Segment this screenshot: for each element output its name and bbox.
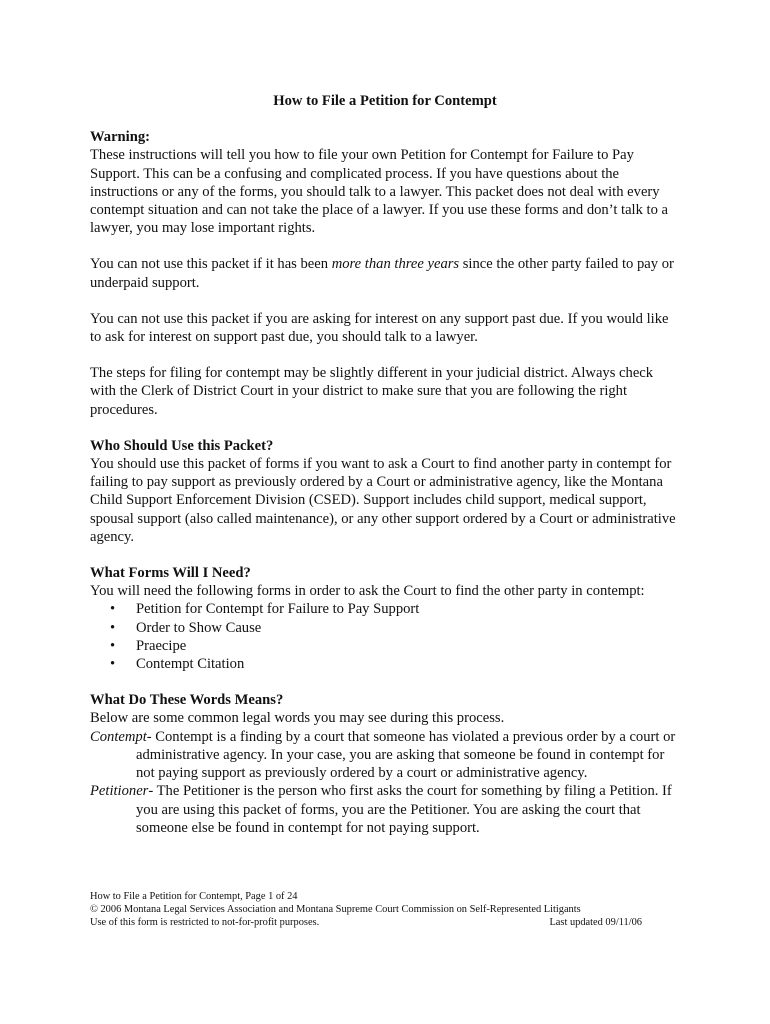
words-heading: What Do These Words Means? — [90, 692, 284, 709]
footer-usage: Use of this form is restricted to not-for-profit purposes. — [90, 917, 320, 928]
list-item-label: Order to Show Cause — [136, 619, 262, 636]
definition-text: - Contempt is a finding by a court that someone has violated a previous order by a court or administrative agency. In your case, you are asking that someone be found in contempt for not paying support as previously ordered by a court or administrative agency. — [136, 728, 676, 782]
interest-paragraph: You can not use this packet if you are asking for interest on any support past due. If you would like to ask for interest on support past due, you should talk to a lawyer. — [90, 310, 669, 346]
definition-text: - The Petitioner is the person who first asks the court for something by filing a Petition. If you are using this packet of forms, you are the Petitioner. You are asking the court that someone else be found in contempt for not paying support. — [136, 783, 672, 836]
bullet-icon: • — [110, 619, 116, 636]
bullet-icon: • — [110, 656, 116, 673]
bullet-icon: • — [110, 601, 116, 618]
three-years-before: You can not use this packet if it has been — [90, 256, 332, 273]
forms-heading: What Forms Will I Need? — [90, 565, 251, 582]
list-item — [110, 619, 680, 637]
forms-list — [90, 600, 680, 673]
list-item-label: Petition for Contempt for Failure to Pay Support — [136, 601, 420, 618]
steps-paragraph: The steps for filing for contempt may be slightly different in your judicial district. Always check with the Clerk of District Court in your district to make sure that you are following the right procedures. — [90, 365, 654, 418]
definition-contempt — [90, 728, 680, 783]
document-body — [90, 92, 680, 837]
list-item — [110, 637, 680, 655]
list-item-label: Contempt Citation — [136, 656, 245, 673]
words-intro: Below are some common legal words you may see during this process. — [90, 710, 505, 727]
bullet-icon: • — [110, 637, 116, 654]
warning-heading: Warning: — [90, 129, 151, 146]
definition-term: Petitioner — [90, 783, 149, 800]
page-footer — [90, 890, 642, 929]
definition-term: Contempt — [90, 728, 147, 745]
who-text: You should use this packet of forms if you want to ask a Court to find another party in contempt for failing to pay support as previously ordered by a Court or administrative agency, like the Montana Child Support Enforcement Division (CSED). Support includes child support, medical support, spousal support (also called maintenance), or any other support ordered by a Court or administrative agency. — [90, 456, 676, 545]
warning-text: These instructions will tell you how to file your own Petition for Contempt for Failure to Pay Support. This can be a confusing and complicated process. If you have questions about the instructions or any of the forms, you should talk to a lawyer. This packet does not deal with every contempt situation and can not take the place of a lawyer. If you use these forms and don’t talk to a lawyer, you may lose important rights. — [90, 147, 669, 237]
list-item-label: Praecipe — [136, 637, 187, 654]
three-years-emphasis: more than three years — [331, 256, 460, 273]
footer-usage-row — [90, 916, 642, 929]
list-item — [110, 600, 680, 618]
forms-intro: You will need the following forms in order to ask the Court to find the other party in contempt: — [90, 583, 645, 600]
three-years-paragraph — [90, 255, 680, 291]
footer-copyright: © 2006 Montana Legal Services Association and Montana Supreme Court Commission on Self-Represented Litigants — [90, 904, 581, 915]
footer-updated: Last updated 09/11/06 — [549, 917, 642, 928]
definition-petitioner — [90, 782, 680, 837]
footer-page-line: How to File a Petition for Contempt, Page 1 of 24 — [90, 891, 298, 902]
page-title: How to File a Petition for Contempt — [273, 93, 497, 109]
who-heading: Who Should Use this Packet? — [90, 437, 274, 454]
three-years-after: since the other party failed to pay or underpaid support. — [90, 256, 674, 291]
list-item — [110, 655, 680, 673]
